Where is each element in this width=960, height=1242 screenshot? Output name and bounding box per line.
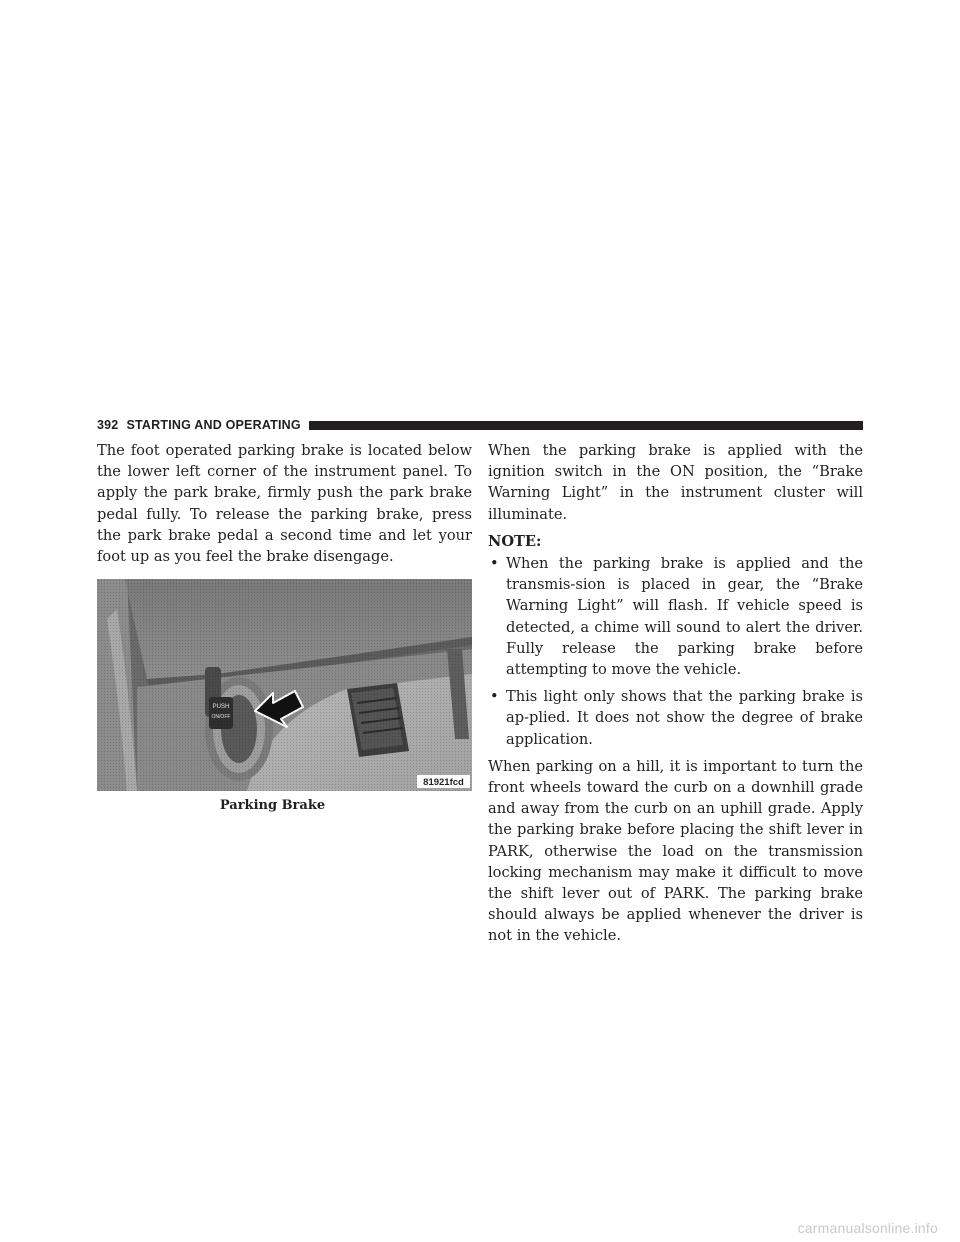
section-title: STARTING AND OPERATING xyxy=(126,418,301,432)
list-item xyxy=(488,686,863,750)
page-number: 392 xyxy=(97,418,119,432)
list-item xyxy=(488,553,863,680)
warning-light-paragraph: When the parking brake is applied with the ignition switch in the ON position, the “Brake Warning Light” in the instrument cluster will illuminate. xyxy=(488,442,863,523)
page-header xyxy=(97,418,863,432)
hill-parking-paragraph: When parking on a hill, it is important to turn the front wheels toward the curb on a downhill grade and away from the curb on an uphill grade. Apply the parking brake before placing the shift lever in PARK, otherwise the load on the transmission locking mechanism may make it difficult to move the shift lever out of PARK. The parking brake should always be applied whenever the driver is not in the vehicle. xyxy=(488,757,863,945)
right-column xyxy=(488,440,863,953)
header-rule xyxy=(309,421,863,430)
site-watermark: carmanualsonline.info xyxy=(797,1220,938,1236)
figure-caption: Parking Brake xyxy=(219,798,326,814)
note-heading: NOTE: xyxy=(488,532,542,550)
parking-brake-figure xyxy=(97,579,472,816)
note-list xyxy=(488,553,863,750)
list-item-text: When the parking brake is applied and the transmis-sion is placed in gear, the “Brake Warning Light” will flash. If vehicle speed is detected, a chime will sound to alert the driver. Fully release the parking brake before attempting to move the vehicle. xyxy=(506,555,863,679)
bullet-marker: • xyxy=(490,555,499,573)
left-column xyxy=(97,440,472,816)
list-item-text: This light only shows that the parking brake is ap-plied. It does not show the degree of brake application. xyxy=(506,688,863,748)
bullet-marker: • xyxy=(490,688,499,706)
intro-paragraph: The foot operated parking brake is located below the lower left corner of the instrument panel. To apply the park brake, firmly push the park brake pedal fully. To release the parking brake, press the park brake pedal a second time and let your foot up as you feel the brake disengage. xyxy=(97,442,472,566)
figure-code: 81921fcd xyxy=(423,777,464,789)
parking-brake-photo xyxy=(97,579,472,791)
